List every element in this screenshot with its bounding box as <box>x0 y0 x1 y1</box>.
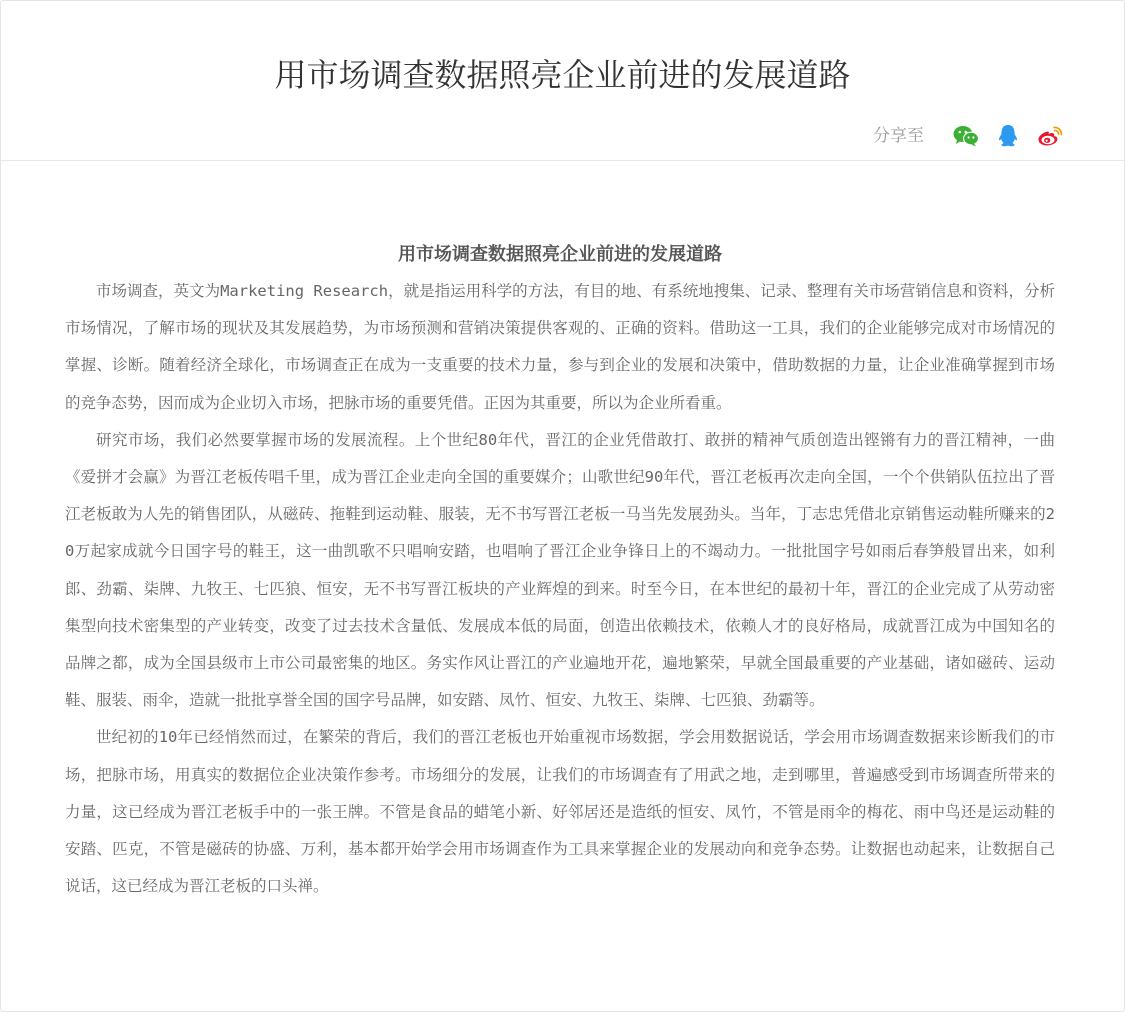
article-body <box>65 273 1055 905</box>
article-subtitle: 用市场调查数据照亮企业前进的发展道路 <box>398 244 722 265</box>
article-paragraph: 研究市场，我们必然要掌握市场的发展流程。上个世纪80年代，晋江的企业凭借敢打、敢拼的精神气质创造出铿锵有力的晋江精神，一曲《爱拼才会赢》为晋江老板传唱千里，成为晋江企业走向全国的重要媒介；山歌世纪90年代，晋江老板再次走向全国，一个个供销队伍拉出了晋江老板敢为人先的销售团队，从磁砖、拖鞋到运动鞋、服装，无不书写晋江老板一马当先发展劲头。当年，丁志忠凭借北京销售运动鞋所赚来的20万起家成就今日国字号的鞋王，这一曲凯歌不只唱响安踏，也唱响了晋江企业争锋日上的不竭动力。一批批国字号如雨后春笋般冒出来，如利郎、劲霸、柒牌、九牧王、七匹狼、恒安，无不书写晋江板块的产业辉煌的到来。时至今日，在本世纪的最初十年，晋江的企业完成了从劳动密集型向技术密集型的产业转变，改变了过去技术含量低、发展成本低的局面，创造出依赖技术，依赖人才的良好格局，成就晋江成为中国知名的品牌之都，成为全国县级市上市公司最密集的地区。务实作风让晋江的产业遍地开花，遍地繁荣，早就全国最重要的产业基础，诸如磁砖、运动鞋、服装、雨伞，造就一批批享誉全国的国字号品牌，如安踏、凤竹、恒安、九牧王、柒牌、七匹狼、劲霸等。 <box>65 430 1055 710</box>
weibo-icon[interactable] <box>1036 122 1064 150</box>
share-bar <box>873 122 1064 150</box>
article-header <box>1 1 1124 161</box>
qq-icon[interactable] <box>994 122 1022 150</box>
page-title: 用市场调查数据照亮企业前进的发展道路 <box>274 56 851 94</box>
share-label: 分享至 <box>873 126 924 146</box>
article-paragraph: 世纪初的10年已经悄然而过，在繁荣的背后，我们的晋江老板也开始重视市场数据，学会用数据说话，学会用市场调查数据来诊断我们的市场，把脉市场，用真实的数据位企业决策作参考。市场细分的发展，让我们的市场调查有了用武之地，走到哪里，普遍感受到市场调查所带来的力量，这已经成为晋江老板手中的一张王牌。不管是食品的蜡笔小新、好邻居还是造纸的恒安、凤竹，不管是雨伞的梅花、雨中鸟还是运动鞋的安踏、匹克，不管是磁砖的协盛、万利，基本都开始学会用市场调查作为工具来掌握企业的发展动向和竞争态势。让数据也动起来，让数据自己说话，这已经成为晋江老板的口头禅。 <box>65 728 1055 896</box>
article-content <box>65 237 1055 905</box>
wechat-icon[interactable] <box>952 122 980 150</box>
article-paragraph: 市场调查，英文为Marketing Research，就是指运用科学的方法，有目的地、有系统地搜集、记录、整理有关市场营销信息和资料，分析市场情况，了解市场的现状及其发展趋势，为市场预测和营销决策提供客观的、正确的资料。借助这一工具，我们的企业能够完成对市场情况的掌握、诊断。随着经济全球化，市场调查正在成为一支重要的技术力量，参与到企业的发展和决策中，借助数据的力量，让企业准确掌握到市场的竞争态势，因而成为企业切入市场，把脉市场的重要凭借。正因为其重要，所以为企业所看重。 <box>65 282 1055 412</box>
